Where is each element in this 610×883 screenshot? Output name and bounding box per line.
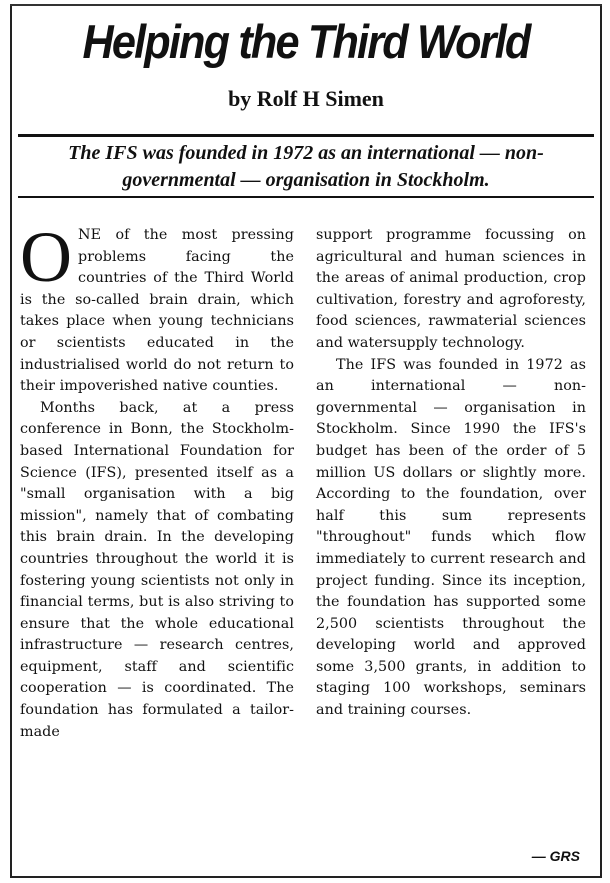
deck-top-rule — [18, 134, 594, 137]
headline: Helping the Third World — [82, 15, 530, 68]
drop-cap: O — [20, 217, 73, 297]
paragraph-1-text: NE of the most pressing problems facing the countries of the Third World is the so-called brain drain, which takes place when young technicians or scientists educated in the industrialised world do not return to their impoverished native counties. — [20, 227, 294, 395]
deck-summary: The IFS was founded in 1972 as an international — non-governmental — organisation in Stockholm. — [68, 142, 544, 191]
paragraph-1 — [20, 217, 294, 398]
right-column — [316, 225, 586, 722]
paragraph-3: support programme focussing on agricultural and human sciences in the areas of animal production, crop cultivation, forestry and agroforesty, food sciences, rawmaterial sciences and watersupply technology. — [316, 227, 586, 351]
deck-bottom-rule — [18, 196, 594, 198]
paragraph-4: The IFS was founded in 1972 as an international — non-governmental — organisation in Stockholm. Since 1990 the IFS's budget has been of the order of 5 million US dollars or slightly more. According to the foundation, over half this sum represents "throughout" funds which flow immediately to current research and project funding. Since its inception, the foundation has supported some 2,500 scientists throughout the developing world and approved some 3,500 grants, in addition to staging 100 workshops, seminars and training courses. — [316, 356, 586, 719]
left-column — [20, 217, 294, 743]
byline: by Rolf H Simen — [228, 86, 384, 111]
paragraph-2: Months back, at a press conference in Bonn, the Stockholm-based International Foundation for Science (IFS), presented itself as a "small organisation with a big mission", namely that of combating this brain drain. In the developing countries throughout the world it is fostering young scientists not only in financial terms, but is also striving to ensure that the whole educational infrastructure — research centres, equipment, staff and scientific cooperation — is coordinated. The foundation has formulated a tailor-made — [20, 399, 294, 740]
author-signoff: — GRS — [531, 848, 580, 864]
